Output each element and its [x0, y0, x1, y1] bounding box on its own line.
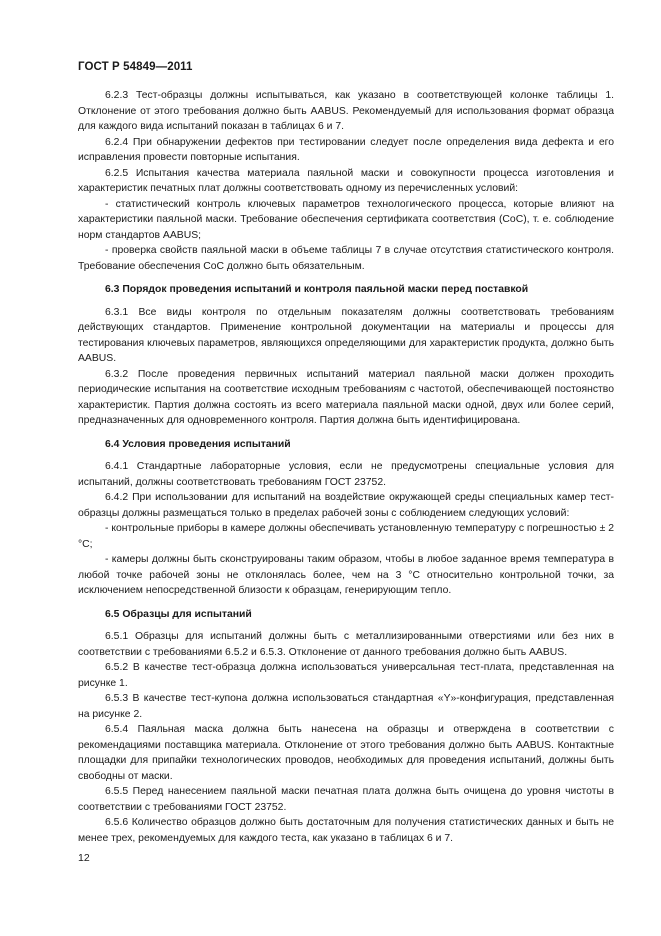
- paragraph-6-5-5: 6.5.5 Перед нанесением паяльной маски печатная плата должна быть очищена до уровня чистоты в соответствии с требованиями ГОСТ 23752.: [78, 786, 614, 813]
- page-number: 12: [78, 852, 90, 864]
- paragraph-6-4-2: 6.4.2 При использовании для испытаний на воздействие окружающей среды специальных камер тест-образцы должны размещаться только в пределах рабочей зоны с соблюдением следующих условий:: [78, 492, 614, 519]
- list-item-property-check: - проверка свойств паяльной маски в объеме таблицы 7 в случае отсутствия статистического контроля. Требование обеспечения CoC должно быть обязательным.: [78, 245, 614, 272]
- paragraph-6-5-1: 6.5.1 Образцы для испытаний должны быть с металлизированными отверстиями или без них в соответствии с требованиями 6.5.2 и 6.5.3. Отклонение от данного требования должно быть AABUS.: [78, 631, 614, 658]
- list-item-chamber-design: - камеры должны быть сконструированы таким образом, чтобы в любое заданное время температура в любой точке рабочей зоны не отклонялась более, чем на 3 °С относительно контрольной точки, за исключением непосредственной близости к образцам, генерирующим тепло.: [78, 554, 614, 596]
- document-body: [78, 88, 614, 846]
- paragraph-6-5-2: 6.5.2 В качестве тест-образца должна использоваться универсальная тест-плата, представленная на рисунке 1.: [78, 662, 614, 689]
- section-heading-6-3: 6.3 Порядок проведения испытаний и контроля паяльной маски перед поставкой: [105, 284, 529, 295]
- paragraph-6-5-3: 6.5.3 В качестве тест-купона должна использоваться стандартная «Y»-конфигурация, представленная на рисунке 2.: [78, 693, 614, 720]
- paragraph-6-3-2: 6.3.2 После проведения первичных испытаний материал паяльной маски должен проходить периодические испытания на соответствие исходным требованиям с частотой, обеспечивающей постоянство характеристик. Партия должна состоять из всего материала паяльной маски одной, двух или более серий, предназначенных для одновременного контроля. Партия должна быть идентифицирована.: [78, 368, 614, 426]
- list-item-control-instruments: - контрольные приборы в камере должны обеспечивать установленную температуру с погрешностью ± 2 °С;: [78, 523, 614, 550]
- document-code: ГОСТ Р 54849—2011: [78, 61, 193, 73]
- list-item-statistical-control: - статистический контроль ключевых параметров технологического процесса, которые влияют на характеристики паяльной маски. Требование обеспечения сертификата соответствия (CoC), т. е. соблюдение норм стандартов AABUS;: [78, 198, 614, 241]
- paragraph-6-2-4: 6.2.4 При обнаружении дефектов при тестировании следует после определения вида дефекта и его исправления провести повторные испытания.: [78, 136, 614, 163]
- paragraph-6-5-6: 6.5.6 Количество образцов должно быть достаточным для получения статистических данных и быть не менее трех, рекомендуемых для каждого теста, как указано в таблицах 6 и 7.: [78, 817, 614, 844]
- section-heading-6-5: 6.5 Образцы для испытаний: [105, 608, 252, 620]
- paragraph-6-2-5: 6.2.5 Испытания качества материала паяльной маски и совокупности процесса изготовления и характеристик печатных плат должны соответствовать одному из перечисленных условий:: [78, 167, 614, 194]
- section-heading-6-4: 6.4 Условия проведения испытаний: [105, 438, 291, 450]
- paragraph-6-2-3: 6.2.3 Тест-образцы должны испытываться, как указано в соответствующей колонке таблицы 1. Отклонение от этого требования должно быть AABUS. Рекомендуемый для использования формат образца для каждого вида испытаний показан в таблицах 6 и 7.: [78, 90, 614, 132]
- paragraph-6-5-4: 6.5.4 Паяльная маска должна быть нанесена на образцы и отверждена в соответствии с рекомендациями поставщика материала. Отклонение от этого требования должно быть AABUS. Контактные площадки для припайки технологических проводов, необходимых для проведения испытаний, должны быть свободны от маски.: [78, 724, 614, 782]
- paragraph-6-3-1: 6.3.1 Все виды контроля по отдельным показателям должны соответствовать требованиям действующих стандартов. Применение контрольной документации на материалы и процессы для тестирования ключевых параметров, являющихся определяющими для характеристик продукта, должно быть AABUS.: [78, 306, 614, 364]
- paragraph-6-4-1: 6.4.1 Стандартные лабораторные условия, если не предусмотрены специальные условия для испытаний, должны соответствовать требованиям ГОСТ 23752.: [78, 461, 614, 488]
